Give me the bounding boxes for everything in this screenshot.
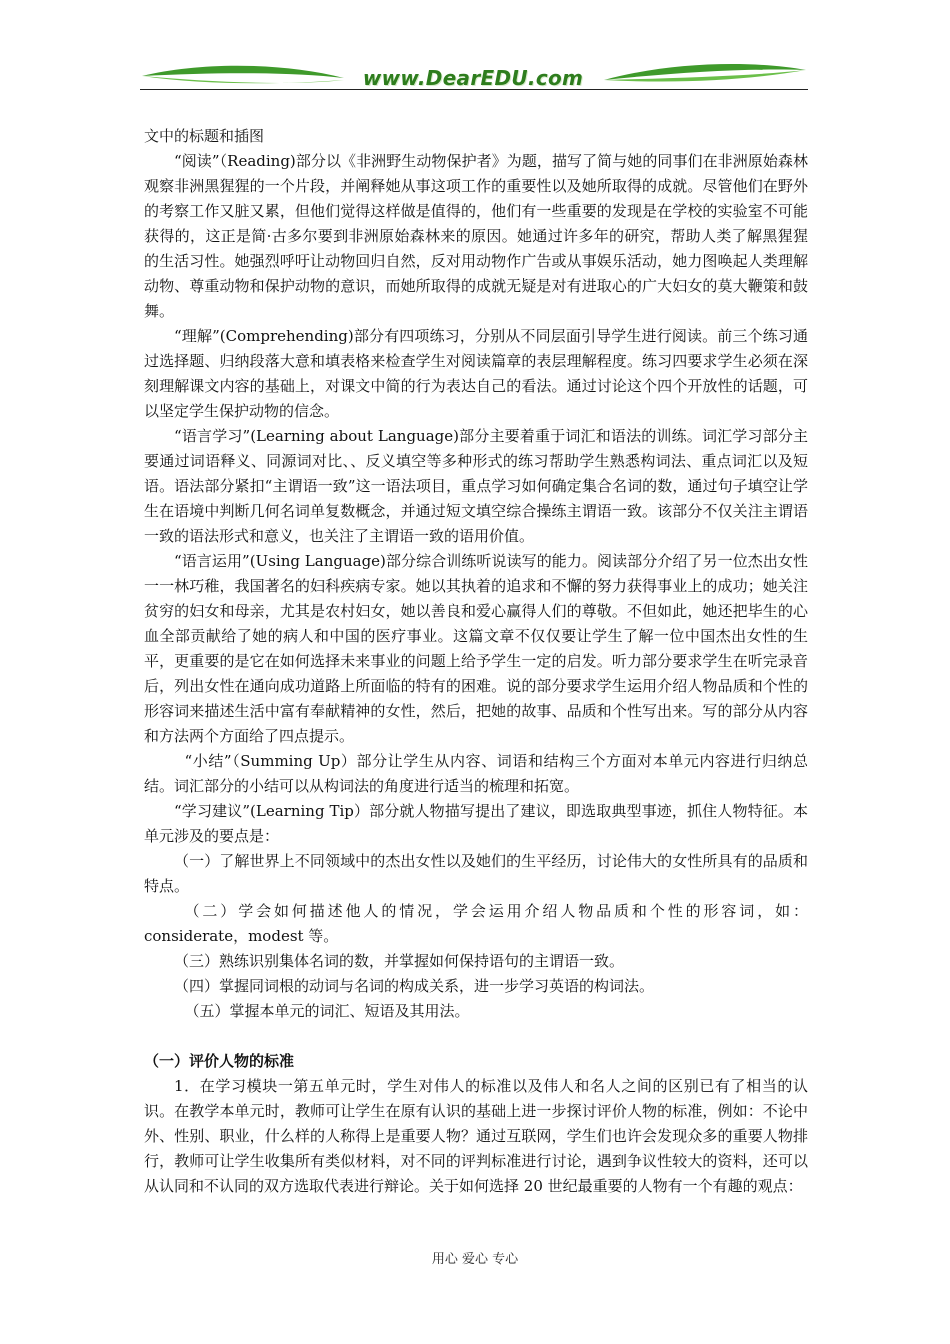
list-item-point-2: （二）学会如何描述他人的情况，学会运用介绍人物品质和个性的形容词，如：considerate，modest 等。 (144, 902, 808, 945)
page-footer: 用心 爱心 专心 (431, 1252, 519, 1267)
site-logo-text: www.DearEDU.com (362, 66, 584, 90)
paragraph-criteria: 1．在学习模块一第五单元时，学生对伟人的标准以及伟人和名人之间的区别已有了相当的认识。在教学本单元时，教师可让学生在原有认识的基础上进一步探讨评价人物的标准，例如：不论中外、性别、职业，什么样的人称得上是重要人物？通过互联网，学生们也许会发现众多的重要人物排行，教师可让学生收集所有类似材料，对不同的评判标准进行讨论，遇到争议性较大的资料，还可以从认同和不认同的双方选取代表进行辩论。关于如何选择 20 世纪最重要的人物有一个有趣的观点： (144, 1077, 808, 1195)
paragraph-using-language: “语言运用”(Using Language)部分综合训练听说读写的能力。阅读部分介绍了另一位杰出女性一一林巧稚，我国著名的妇科疾病专家。她以其执着的追求和不懈的努力获得事业上的成功；她关注贫穷的妇女和母亲，尤其是农村妇女，她以善良和爱心赢得人们的尊敬。不但如此，她还把毕生的心血全部贡献给了她的病人和中国的医疗事业。这篇文章不仅仅要让学生了解一位中国杰出女性的生平，更重要的是它在如何选择未来事业的问题上给予学生一定的启发。听力部分要求学生在听完录音后，列出女性在通向成功道路上所面临的特有的困难。说的部分要求学生运用介绍人物品质和个性的形容词来描述生活中富有奉献精神的女性，然后，把她的故事、品质和个性写出来。写的部分从内容和方法两个方面给了四点提示。 (144, 552, 808, 745)
list-item-point-1: （一）了解世界上不同领域中的杰出女性以及她们的生平经历，讨论伟大的女性所具有的品质和特点。 (144, 852, 808, 895)
paragraph-reading: “阅读”（Reading)部分以《非洲野生动物保护者》为题，描写了简与她的同事们在非洲原始森林观察非洲黑猩猩的一个片段，并阐释她从事这项工作的重要性以及她所取得的成就。尽管他们在野外的考察工作又脏又累，但他们觉得这样做是值得的，他们有一些重要的发现是在学校的实验室不可能获得的，这正是简·古多尔要到非洲原始森林来的原因。她通过许多年的研究，帮助人类了解黑猩猩的生活习性。她强烈呼吁让动物回归自然，反对用动物作广告或从事娱乐活动，她力图唤起人类理解动物、尊重动物和保护动物的意识，而她所取得的成就无疑是对有进取心的广大妇女的莫大鞭策和鼓舞。 (144, 152, 808, 320)
paragraph-comprehending: “理解”(Comprehending)部分有四项练习，分别从不同层面引导学生进行阅读。前三个练习通过选择题、归纳段落大意和填表格来检查学生对阅读篇章的表层理解程度。练习四要求学生必须在深刻理解课文内容的基础上，对课文中简的行为表达自己的看法。通过讨论这个四个开放性的话题，可以坚定学生保护动物的信念。 (144, 327, 808, 420)
document-body (144, 124, 808, 1199)
list-item-point-5: （五）掌握本单元的词汇、短语及其用法。 (184, 1002, 470, 1020)
paragraph-summing-up: “小结”（Summing Up）部分让学生从内容、词语和结构三个方面对本单元内容进行归纳总结。词汇部分的小结可以从构词法的角度进行适当的梳理和拓宽。 (144, 752, 808, 795)
section-title: （一）评价人物的标准 (144, 1052, 295, 1070)
list-item-point-4: （四）掌握同词根的动词与名词的构成关系，进一步学习英语的构词法。 (174, 977, 655, 995)
header-divider (140, 89, 808, 90)
paragraph-heading: 文中的标题和插图 (144, 127, 265, 145)
paragraph-learning-language: “语言学习”(Learning about Language)部分主要着重于词汇和语法的训练。词汇学习部分主要通过词语释义、同源词对比、、反义填空等多种形式的练习帮助学生熟悉构词法、重点词汇以及短语。语法部分紧扣“主谓语一致”这一语法项目，重点学习如何确定集合名词的数，通过句子填空让学生在语境中判断几何名词单复数概念，并通过短文填空综合操练主谓语一致。该部分不仅关注主谓语一致的语法形式和意义，也关注了主谓语一致的语用价值。 (144, 427, 808, 545)
paragraph-learning-tip: “学习建议”(Learning Tip）部分就人物描写提出了建议，即选取典型事迹，抓住人物特征。本单元涉及的要点是： (144, 802, 808, 845)
list-item-point-3: （三）熟练识别集体名词的数，并掌握如何保持语句的主谓语一致。 (174, 952, 625, 970)
page-header (140, 56, 808, 96)
